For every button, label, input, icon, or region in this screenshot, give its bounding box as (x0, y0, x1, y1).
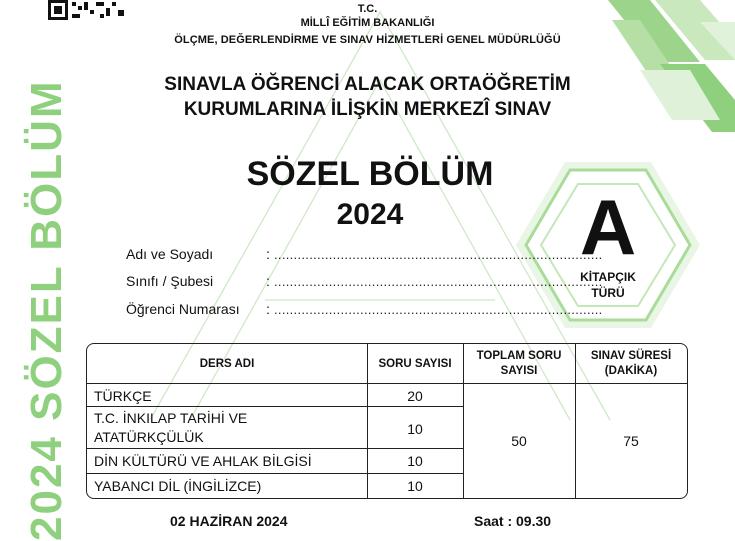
table-divider (87, 383, 687, 384)
exam-time: Saat : 09.30 (474, 513, 552, 529)
row-subject-inkilap-line2: ATATÜRKÇÜLÜK (94, 429, 204, 445)
field-number-input[interactable]: .................................................................................... (274, 302, 603, 317)
row-count-inkilap: 10 (407, 421, 423, 437)
row-count-din: 10 (407, 453, 423, 469)
booklet-label-line2: TÜRÜ (591, 286, 625, 300)
section-name: SÖZEL BÖLÜM (246, 155, 494, 193)
field-name-input[interactable]: .................................................................................... (274, 247, 603, 262)
header-directorate: ÖLÇME, DEĞERLENDİRME VE SINAV HİZMETLERİ GENEL MÜDÜRLÜĞÜ (174, 34, 561, 46)
field-label-class: Sınıfı / Şubesi (126, 273, 214, 289)
table-divider (87, 406, 464, 407)
booklet-label-line1: KİTAPÇIK (580, 270, 636, 284)
row-subject-turkce: TÜRKÇE (94, 388, 152, 404)
header-duration-line1: SINAV SÜRESİ (590, 350, 672, 362)
header-tc: T.C. (357, 3, 378, 15)
exam-title-line1: SINAVLA ÖĞRENCİ ALACAK ORTAÖĞRETİM (164, 74, 571, 95)
exam-table (86, 343, 688, 499)
field-label-number: Öğrenci Numarası (126, 301, 240, 317)
field-class-input[interactable]: .................................................................................... (274, 274, 603, 289)
header-questions: SORU SAYISI (378, 358, 452, 370)
row-count-turkce: 20 (407, 388, 423, 404)
exam-table-border (86, 343, 688, 499)
field-colon-class: : (266, 273, 270, 289)
header-ministry: MİLLÎ EĞİTİM BAKANLIĞI (300, 17, 435, 29)
header-subject: DERS ADI (199, 358, 255, 370)
section-year: 2024 (336, 198, 404, 231)
header-total-line1: TOPLAM SORU (476, 350, 562, 362)
row-subject-inkilap-line1: T.C. İNKILAP TARİHİ VE (94, 410, 248, 426)
booklet-letter: A (579, 183, 637, 271)
row-subject-din: DİN KÜLTÜRÜ VE AHLAK BİLGİSİ (94, 453, 312, 469)
field-colon-name: : (266, 246, 270, 262)
exam-date: 02 HAZİRAN 2024 (170, 513, 288, 529)
field-label-name: Adı ve Soyadı (126, 246, 214, 262)
table-divider (87, 473, 464, 474)
field-colon-number: : (266, 301, 270, 317)
row-subject-yabanci: YABANCI DİL (İNGİLİZCE) (94, 478, 262, 494)
exam-title-line2: KURUMLARINA İLİŞKİN MERKEZÎ SINAV (183, 99, 552, 120)
row-count-yabanci: 10 (407, 478, 423, 494)
side-vertical-text: 2024 SÖZEL BÖLÜM (22, 79, 71, 541)
header-duration-line2: (DAKİKA) (604, 365, 658, 377)
table-divider (87, 448, 464, 449)
total-questions: 50 (511, 433, 527, 449)
header-total-line2: SAYISI (500, 365, 538, 377)
exam-duration: 75 (623, 433, 639, 449)
